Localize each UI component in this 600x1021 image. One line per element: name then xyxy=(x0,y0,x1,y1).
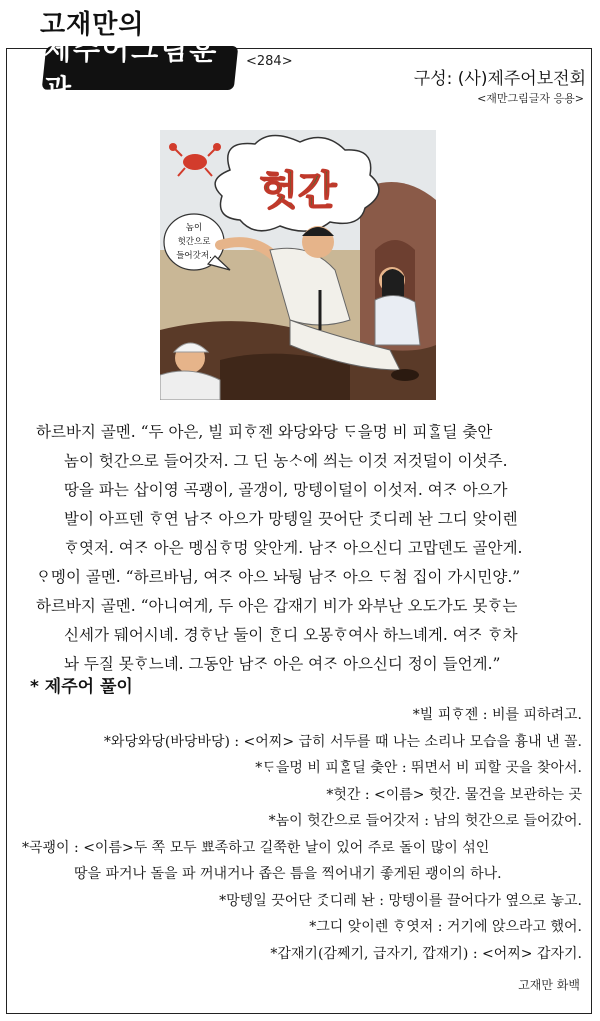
cartoon-title: 헛간 xyxy=(259,168,337,214)
dialogue-line: 놔 두질 못ᄒᆞ느녜. 그동안 남ᄌᆞ 아은 여ᄌᆞ 아으신디 정이 들언게.” xyxy=(64,655,501,673)
dialogue-line: ᄒᆞ엿저. 여ᄌᆞ 아은 멩심ᄒᆞ멍 앚안게. 남ᄌᆞ 아으신디 고맙덴도 골안게. xyxy=(64,539,523,557)
speech-line-2: 헛간으로 xyxy=(177,237,211,247)
credit-line: 구성: (사)제주어보전회 xyxy=(413,69,586,89)
glossary-item: *곡괭이 : <이름>두 쪽 모두 뾰족하고 길쭉한 날이 있어 주로 돌이 많이 섞인 xyxy=(22,839,490,856)
cartoon-drawing xyxy=(160,130,436,400)
credit-subline: <재만그림글자 응용> xyxy=(477,92,584,105)
brand-name: 고재만의 xyxy=(40,10,145,40)
dialogue-line: 신세가 뒈어시녜. 경ᄒᆞ난 둘이 ᄒᆞᆫ디 오몽ᄒᆞ여사 하느녜게. 여ᄌᆞ ᄒᆞ차 xyxy=(64,626,518,644)
glossary-item: *ᄃᆞ을멍 비 피ᄒᆞᆯ딜 춪안 : 뛰면서 비 피할 곳을 찾아서. xyxy=(255,760,582,776)
dialogue-line: 하르바지 골멘. “아니여게, 두 아은 갑재기 비가 와부난 오도가도 못ᄒᆞ는 xyxy=(36,597,518,615)
glossary-item: *갑재기(감쩨기, 급자기, 깝재기) : <어찌> 갑자기. xyxy=(270,945,582,962)
dialogue-line: 놈이 헛간으로 들어갓저. 그 딘 농ᄉᆞ에 씌는 이것 저것덜이 이섯주. xyxy=(64,452,508,470)
glossary-title: * 제주어 풀이 xyxy=(30,677,133,697)
glossary-item-continued: 땅을 파거나 돌을 파 꺼내거나 좁은 틈을 찍어내기 좋게된 괭이의 하나. xyxy=(74,866,502,882)
dialogue-line: 땅을 파는 삽이영 곡괭이, 골갱이, 망텡이덜이 이섯저. 여ᄌᆞ 아으가 xyxy=(64,481,508,499)
glossary-item: *빌 피ᄒᆞ젠 : 비를 피하려고. xyxy=(412,707,582,723)
dialogue-line: 하르바지 골멘. “두 아은, 빌 피ᄒᆞ젠 와당와당 ᄃᆞ을멍 비 피ᄒᆞᆯ딜 춪안 xyxy=(36,423,493,441)
issue-number: <284> xyxy=(246,54,293,69)
story-dialogue xyxy=(36,418,576,679)
speech-line-3: 들어갓저. xyxy=(176,251,212,261)
dialogue-line: ᄋᆞ멩이 골멘. “하르바님, 여ᄌᆞ 아으 놔뒁 남ᄌᆞ 아으 ᄃᆞ첨 집이 가시민양.” xyxy=(36,568,521,586)
series-logo-text: 제주어그림훈관 xyxy=(44,33,219,106)
glossary-item: *헛간 : <이름> 헛간. 물건을 보관하는 곳 xyxy=(326,786,582,803)
glossary-item: *그디 앚이렌 ᄒᆞ엿저 : 거기에 앉으라고 했어. xyxy=(309,919,582,935)
series-logo xyxy=(42,33,239,106)
glossary-item: *와당와당(바당바당) : <어찌> 급히 서두를 때 나는 소리나 모습을 흉내 낸 꼴. xyxy=(103,733,582,750)
glossary-list xyxy=(22,702,582,967)
glossary-item: *망텡일 끗어단 ᄌᆞᆺ디레 놘 : 망텡이를 끌어다가 옆으로 놓고. xyxy=(219,892,582,909)
speech-line-1: 놈이 xyxy=(185,223,203,233)
artist-signature: 고재만 화백 xyxy=(518,978,580,992)
dialogue-line: 발이 아프덴 ᄒᆞ연 남ᄌᆞ 아으가 망텡일 끗어단 ᄌᆞᆺ디레 놘 그디 앚이렌 xyxy=(64,510,518,528)
cartoon-illustration xyxy=(160,130,436,400)
glossary-item: *놈이 헛간으로 들어갓저 : 남의 헛간으로 들어갔어. xyxy=(268,813,582,829)
